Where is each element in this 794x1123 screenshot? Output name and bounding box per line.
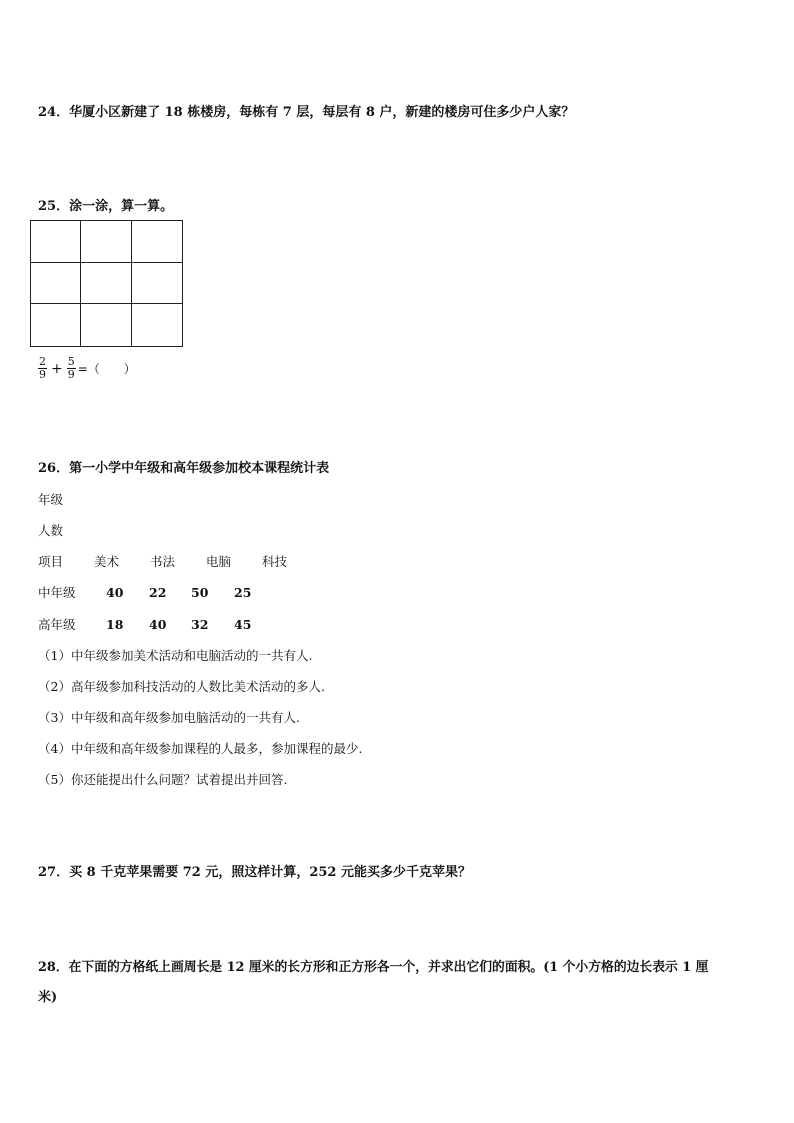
fraction-2-9 (38, 356, 47, 381)
sub-question-1: （1）中年级参加美术活动和电脑活动的一共有人. (38, 648, 313, 663)
fraction-5-9 (67, 356, 76, 381)
numerator: 2 (39, 355, 46, 368)
grid-cell[interactable] (132, 304, 182, 346)
sub-question-4: （4）中年级和高年级参加课程的人最多，参加课程的最少. (38, 741, 363, 756)
col-label: 项目 (38, 554, 64, 569)
question-28-line-2: 米) (38, 990, 58, 1005)
cell-value: 25 (234, 585, 252, 600)
grid-cell[interactable] (132, 263, 182, 305)
question-25-title: 25．涂一涂，算一算。 (38, 199, 174, 214)
grid-cell[interactable] (81, 263, 131, 305)
fraction-formula (38, 356, 136, 381)
stats-header-row (0, 553, 794, 571)
row-label: 中年级 (38, 585, 76, 600)
question-27: 27．买 8 千克苹果需要 72 元，照这样计算，252 元能买多少千克苹果？ (38, 865, 471, 880)
shading-grid[interactable] (30, 220, 183, 347)
grid-cell[interactable] (31, 221, 81, 263)
sub-question-2: （2）高年级参加科技活动的人数比美术活动的多人. (38, 679, 325, 694)
cell-value: 40 (149, 617, 167, 632)
denominator: 9 (67, 368, 75, 381)
sub-question-3: （3）中年级和高年级参加电脑活动的一共有人. (38, 710, 300, 725)
plus-sign: + (51, 360, 63, 377)
question-26-title: 26．第一小学中年级和高年级参加校本课程统计表 (38, 461, 330, 476)
cell-value: 45 (234, 617, 252, 632)
cell-value: 50 (191, 585, 209, 600)
cell-value: 32 (191, 617, 209, 632)
answer-blank[interactable]: =（ ） (77, 362, 136, 376)
stats-row-upper (0, 616, 794, 634)
stats-row-middle (0, 584, 794, 602)
grid-cell[interactable] (81, 221, 131, 263)
col-computer: 电脑 (206, 554, 232, 569)
col-art: 美术 (94, 554, 120, 569)
cell-value: 22 (149, 585, 167, 600)
denominator: 9 (39, 368, 46, 381)
header-grade: 年级 (38, 492, 64, 507)
numerator: 5 (67, 355, 75, 368)
question-24: 24．华厦小区新建了 18 栋楼房，每栋有 7 层，每层有 8 户，新建的楼房可住多少户人家？ (38, 105, 575, 120)
question-28-line-1: 28．在下面的方格纸上画周长是 12 厘米的长方形和正方形各一个，并求出它们的面积。(1 个小方格的边长表示 1 厘 (38, 960, 709, 975)
row-label: 高年级 (38, 617, 76, 632)
grid-cell[interactable] (31, 304, 81, 346)
cell-value: 18 (106, 617, 124, 632)
cell-value: 40 (106, 585, 124, 600)
col-calligraphy: 书法 (150, 554, 176, 569)
sub-question-5: （5）你还能提出什么问题？试着提出并回答. (38, 772, 288, 787)
grid-cell[interactable] (132, 221, 182, 263)
grid-cell[interactable] (31, 263, 81, 305)
header-count: 人数 (38, 523, 64, 538)
col-science: 科技 (262, 554, 288, 569)
grid-cell[interactable] (81, 304, 131, 346)
